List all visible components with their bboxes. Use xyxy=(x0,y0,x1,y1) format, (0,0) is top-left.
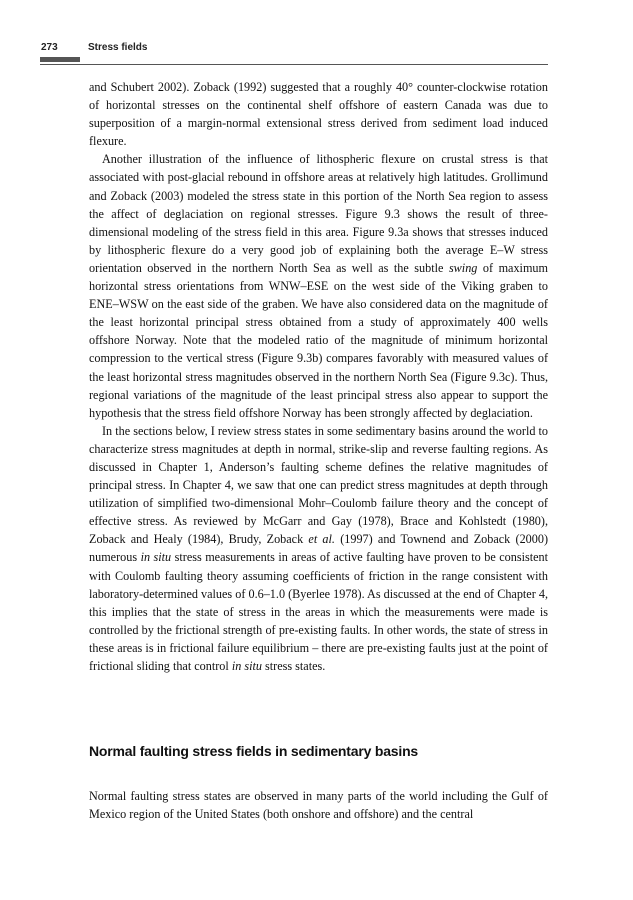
text-run: stress measurements in areas of active faulting have proven to be consistent with Coulomb faulting theory assuming coefficients of friction in the range consistent with laboratory-determined values of 0.6–1.0 (Byerlee 1978). As discussed at the end of Chapter 4, this implies that the state of stress in the areas in which the measurements were made is controlled by the frictional strength of pre-existing faults. In other words, the state of stress in these areas is in frictional failure equilibrium – there are pre-existing faults just at the point of frictional sliding that control xyxy=(89,550,548,673)
italic-text: in situ xyxy=(140,550,172,565)
running-header xyxy=(40,42,548,56)
paragraph-1 xyxy=(89,78,548,150)
section-heading: Normal faulting stress fields in sedimentary basins xyxy=(89,743,419,759)
paragraph-2 xyxy=(89,150,548,421)
text-run: In the sections below, I review stress states in some sedimentary basins around the world to characterize stress magnitudes at depth in normal, strike-slip and reverse faulting regions. As discussed in Chapter 1, Anderson’s faulting scheme defines the relative magnitudes of principal stress. In Chapter 4, we saw that one can predict stress magnitudes at depth through utilization of simplified two-dimensional Mohr–Coulomb failure theory and the concept of effective stress. As reviewed by McGarr and Gay (1978), Brace and Kohlstedt (1980), Zoback and Healy (1984), Brudy, Zoback xyxy=(89,423,548,547)
paragraph-3 xyxy=(89,422,548,675)
body-text xyxy=(89,78,548,675)
paragraph-4: Normal faulting stress states are observed in many parts of the world including the Gulf of Mexico region of the United States (both onshore and offshore) and the central xyxy=(89,789,548,822)
body-text-continued xyxy=(89,787,548,823)
text-run: Another illustration of the influence of lithospheric flexure on crustal stress is that associated with post-glacial rebound in offshore areas at relatively high latitudes. Grollimund and Zoback (2003) modeled the stress state in this portion of the North Sea region to assess the affect of deglaciation on regional stresses. Figure 9.3 shows the result of three-dimensional modeling of the stress field in this area. Figure 9.3a shows that stresses induced by lithospheric flexure do a very good job of explaining both the average E–W stress orientation observed in the northern North Sea as well as the subtle xyxy=(89,152,548,275)
italic-text: swing xyxy=(448,260,478,275)
header-accent-bar xyxy=(40,57,80,62)
text-run: and Schubert 2002). Zoback (1992) suggested that a roughly 40° counter-clockwise rotation of horizontal stresses on the continental shelf offshore of eastern Canada was due to superposition of a margin-normal extensional stress derived from sediment load induced flexure. xyxy=(89,80,548,149)
text-run: stress states. xyxy=(261,659,326,673)
italic-text: in situ xyxy=(231,659,262,673)
header-rule xyxy=(40,64,548,65)
italic-text: et al. xyxy=(308,532,335,547)
page-number: 273 xyxy=(41,42,58,53)
text-run: of maximum horizontal stress orientations from WNW–ESE on the west side of the Viking graben to ENE–WSW on the east side of the graben. We have also considered data on the magnitude of the least horizontal principal stress obtained from a study of approximately 400 wells offshore Norway. Note that the modeled ratio of the magnitude of minimum horizontal compression to the vertical stress (Figure 9.3b) compares favorably with measured values of the least horizontal stress magnitudes observed in the northern North Sea (Figure 9.3c). Thus, regional variations of the magnitude of the least principal stress also appear to support the hypothesis that the stress field offshore Norway has been strongly affected by deglaciation. xyxy=(89,260,548,420)
running-section-title: Stress fields xyxy=(88,42,148,53)
text-run: (1997) and Townend and Zoback (2000) numerous xyxy=(89,532,548,565)
